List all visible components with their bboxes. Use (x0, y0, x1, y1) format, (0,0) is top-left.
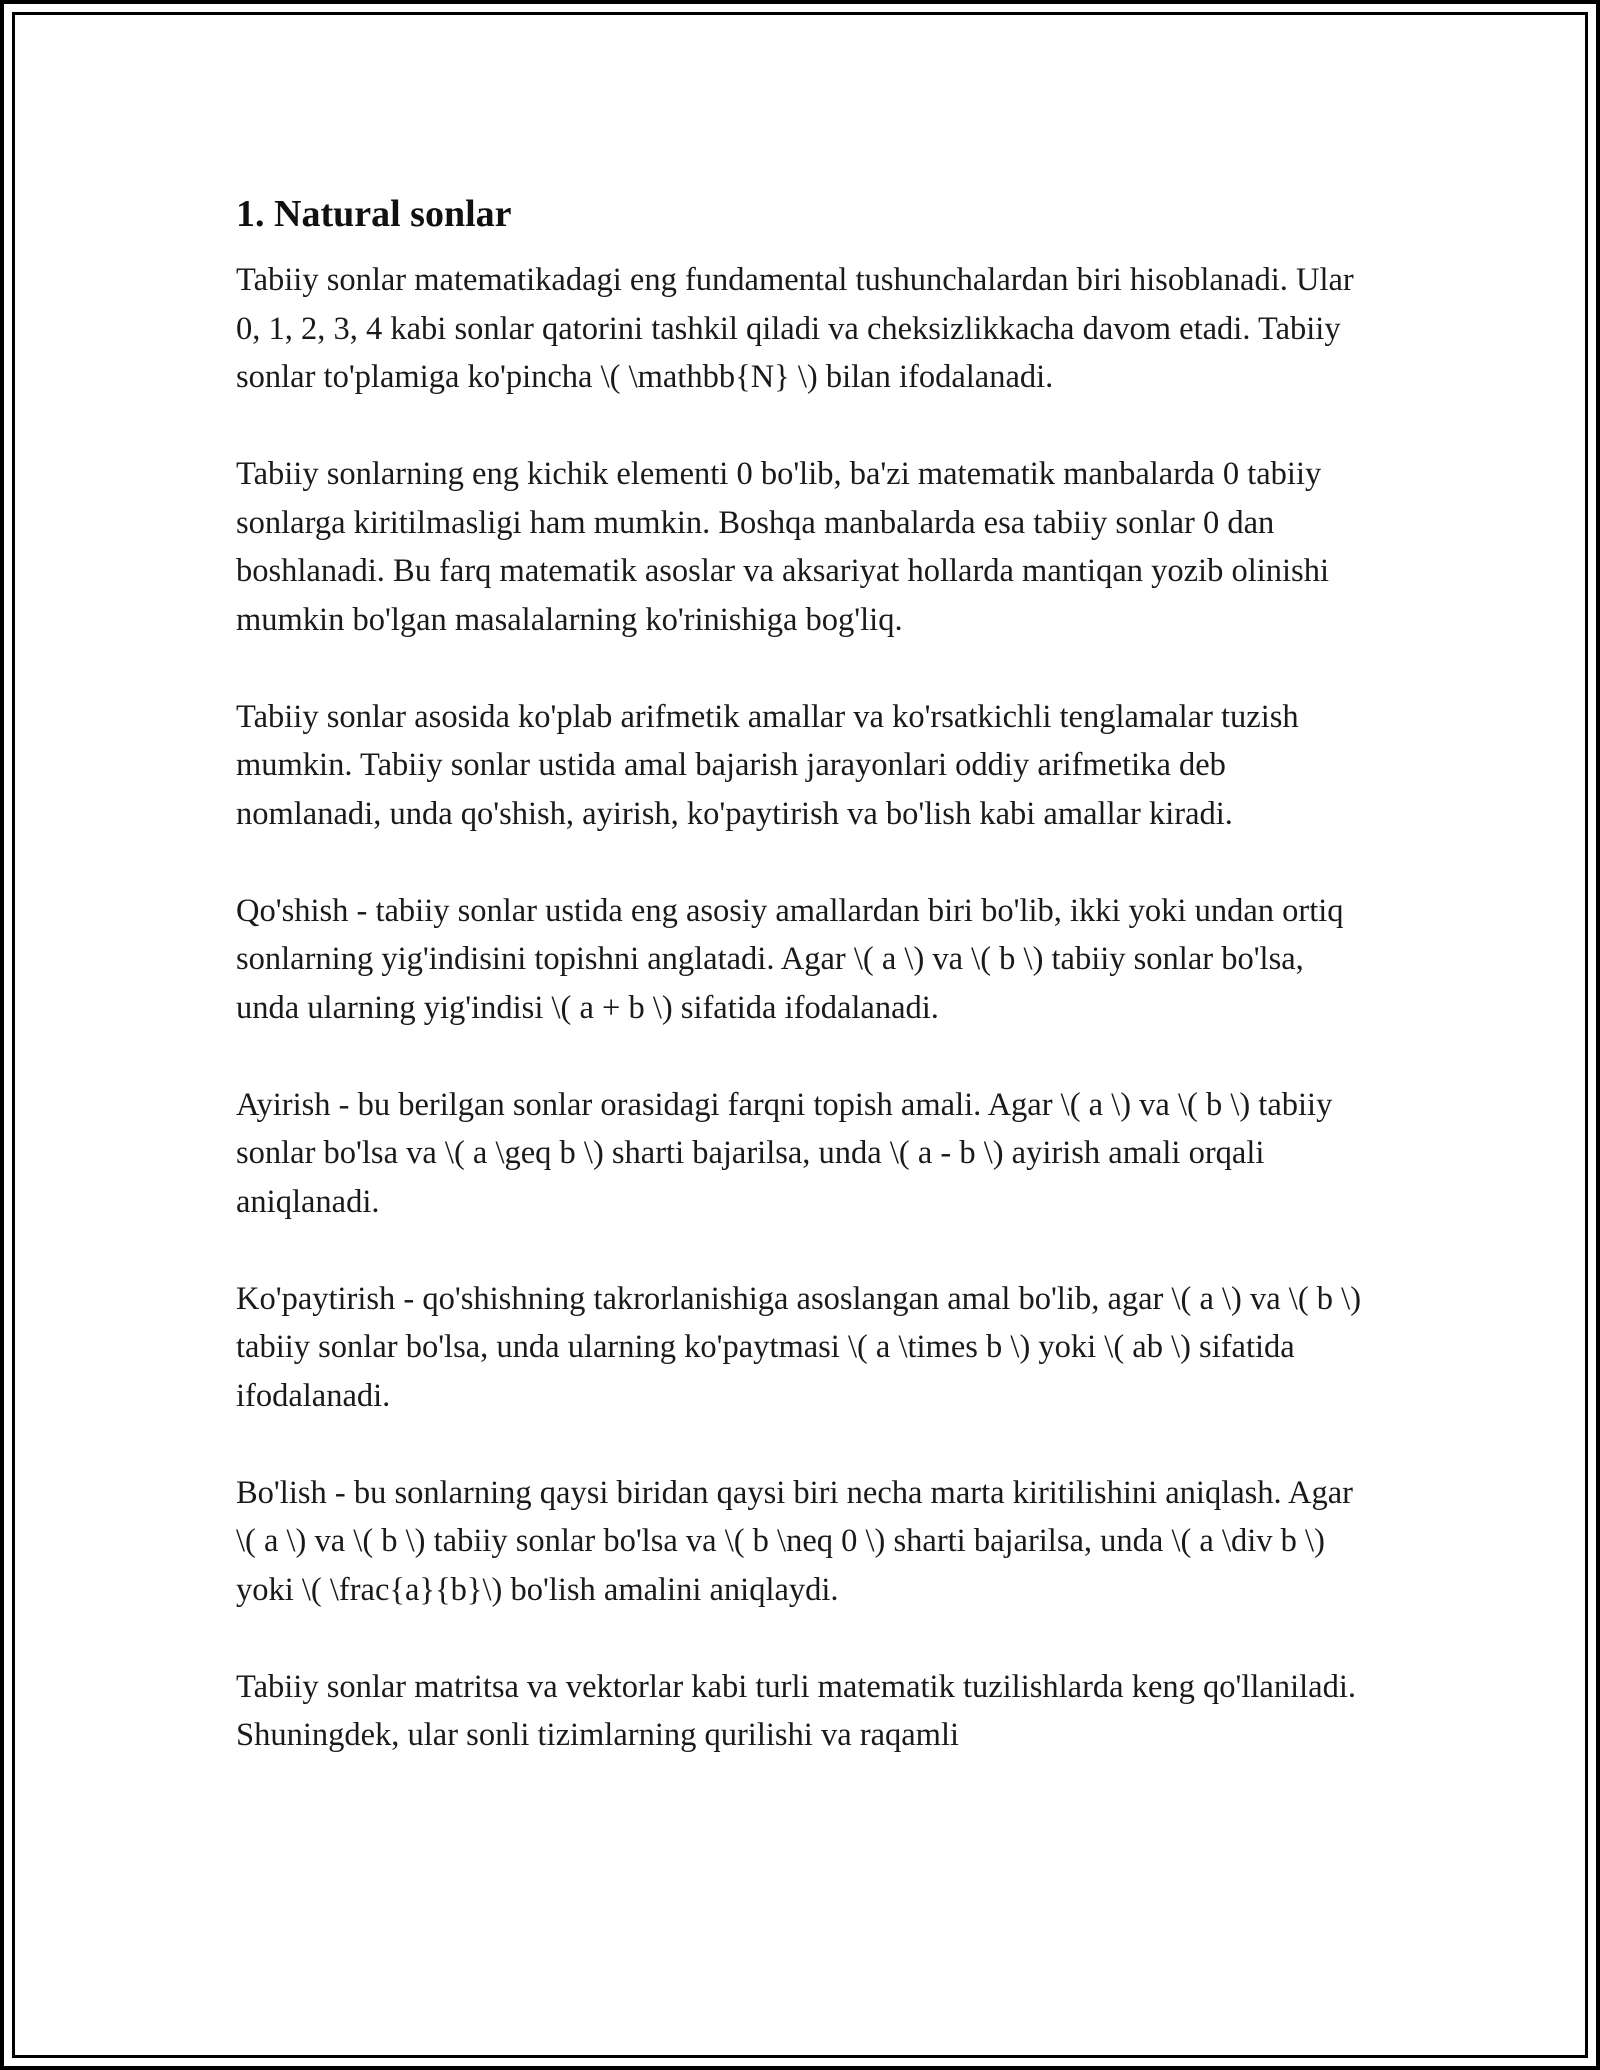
paragraph-intro: Tabiiy sonlar matematikadagi eng fundamental tushunchalardan biri hisoblanadi. Ular 0, 1, 2, 3, 4 kabi sonlar qatorini tashkil qiladi va cheksizlikkacha davom etadi. Tabiiy sonlar to'plamiga ko'pincha \( \mathbb{N} \) bilan ifodalanadi. (236, 262, 1354, 395)
section-heading: 1. Natural sonlar (236, 193, 512, 235)
paragraph-subtraction: Ayirish - bu berilgan sonlar orasidagi farqni topish amali. Agar \( a \) va \( b \) tabiiy sonlar bo'lsa va \( a \geq b \) sharti bajarilsa, unda \( a - b \) ayirish amali orqali aniqlanadi. (236, 1086, 1333, 1220)
paragraph-multiplication: Ko'paytirish - qo'shishning takrorlanishiga asoslangan amal bo'lib, agar \( a \) va \( b \) tabiiy sonlar bo'lsa, unda ularning ko'paytmasi \( a \times b \) yoki \( ab \) sifatida ifodalanadi. (236, 1280, 1362, 1414)
paragraph-division: Bo'lish - bu sonlarning qaysi biridan qaysi biri necha marta kiritilishini aniqlash. Agar \( a \) va \( b \) tabiiy sonlar bo'lsa va \( b \neq 0 \) sharti bajarilsa, unda \( a \div b \) yoki \( \frac{a}{b}\) bo'lish amalini aniqlaydi. (236, 1474, 1353, 1608)
paragraph-zero-element: Tabiiy sonlarning eng kichik elementi 0 bo'lib, ba'zi matematik manbalarda 0 tabiiy sonlarga kiritilmasligi ham mumkin. Boshqa manbalarda esa tabiiy sonlar 0 dan boshlanadi. Bu farq matematik asoslar va aksariyat hollarda mantiqan yozib olinishi mumkin bo'lgan masalalarning ko'rinishiga bog'liq. (236, 456, 1329, 638)
document-body (236, 186, 1366, 1808)
paragraph-arithmetic: Tabiiy sonlar asosida ko'plab arifmetik amallar va ko'rsatkichli tenglamalar tuzish mumkin. Tabiiy sonlar ustida amal bajarish jarayonlari oddiy arifmetika deb nomlanadi, unda qo'shish, ayirish, ko'paytirish va bo'lish kabi amallar kiradi. (236, 698, 1299, 832)
paragraph-addition: Qo'shish - tabiiy sonlar ustida eng asosiy amallardan biri bo'lib, ikki yoki undan ortiq sonlarning yig'indisini topishni anglatadi. Agar \( a \) va \( b \) tabiiy sonlar bo'lsa, unda ularning yig'indisi \( a + b \) sifatida ifodalanadi. (236, 892, 1344, 1026)
paragraph-applications: Tabiiy sonlar matritsa va vektorlar kabi turli matematik tuzilishlarda keng qo'llaniladi. Shuningdek, ular sonli tizimlarning qurilishi va raqamli (236, 1668, 1356, 1753)
